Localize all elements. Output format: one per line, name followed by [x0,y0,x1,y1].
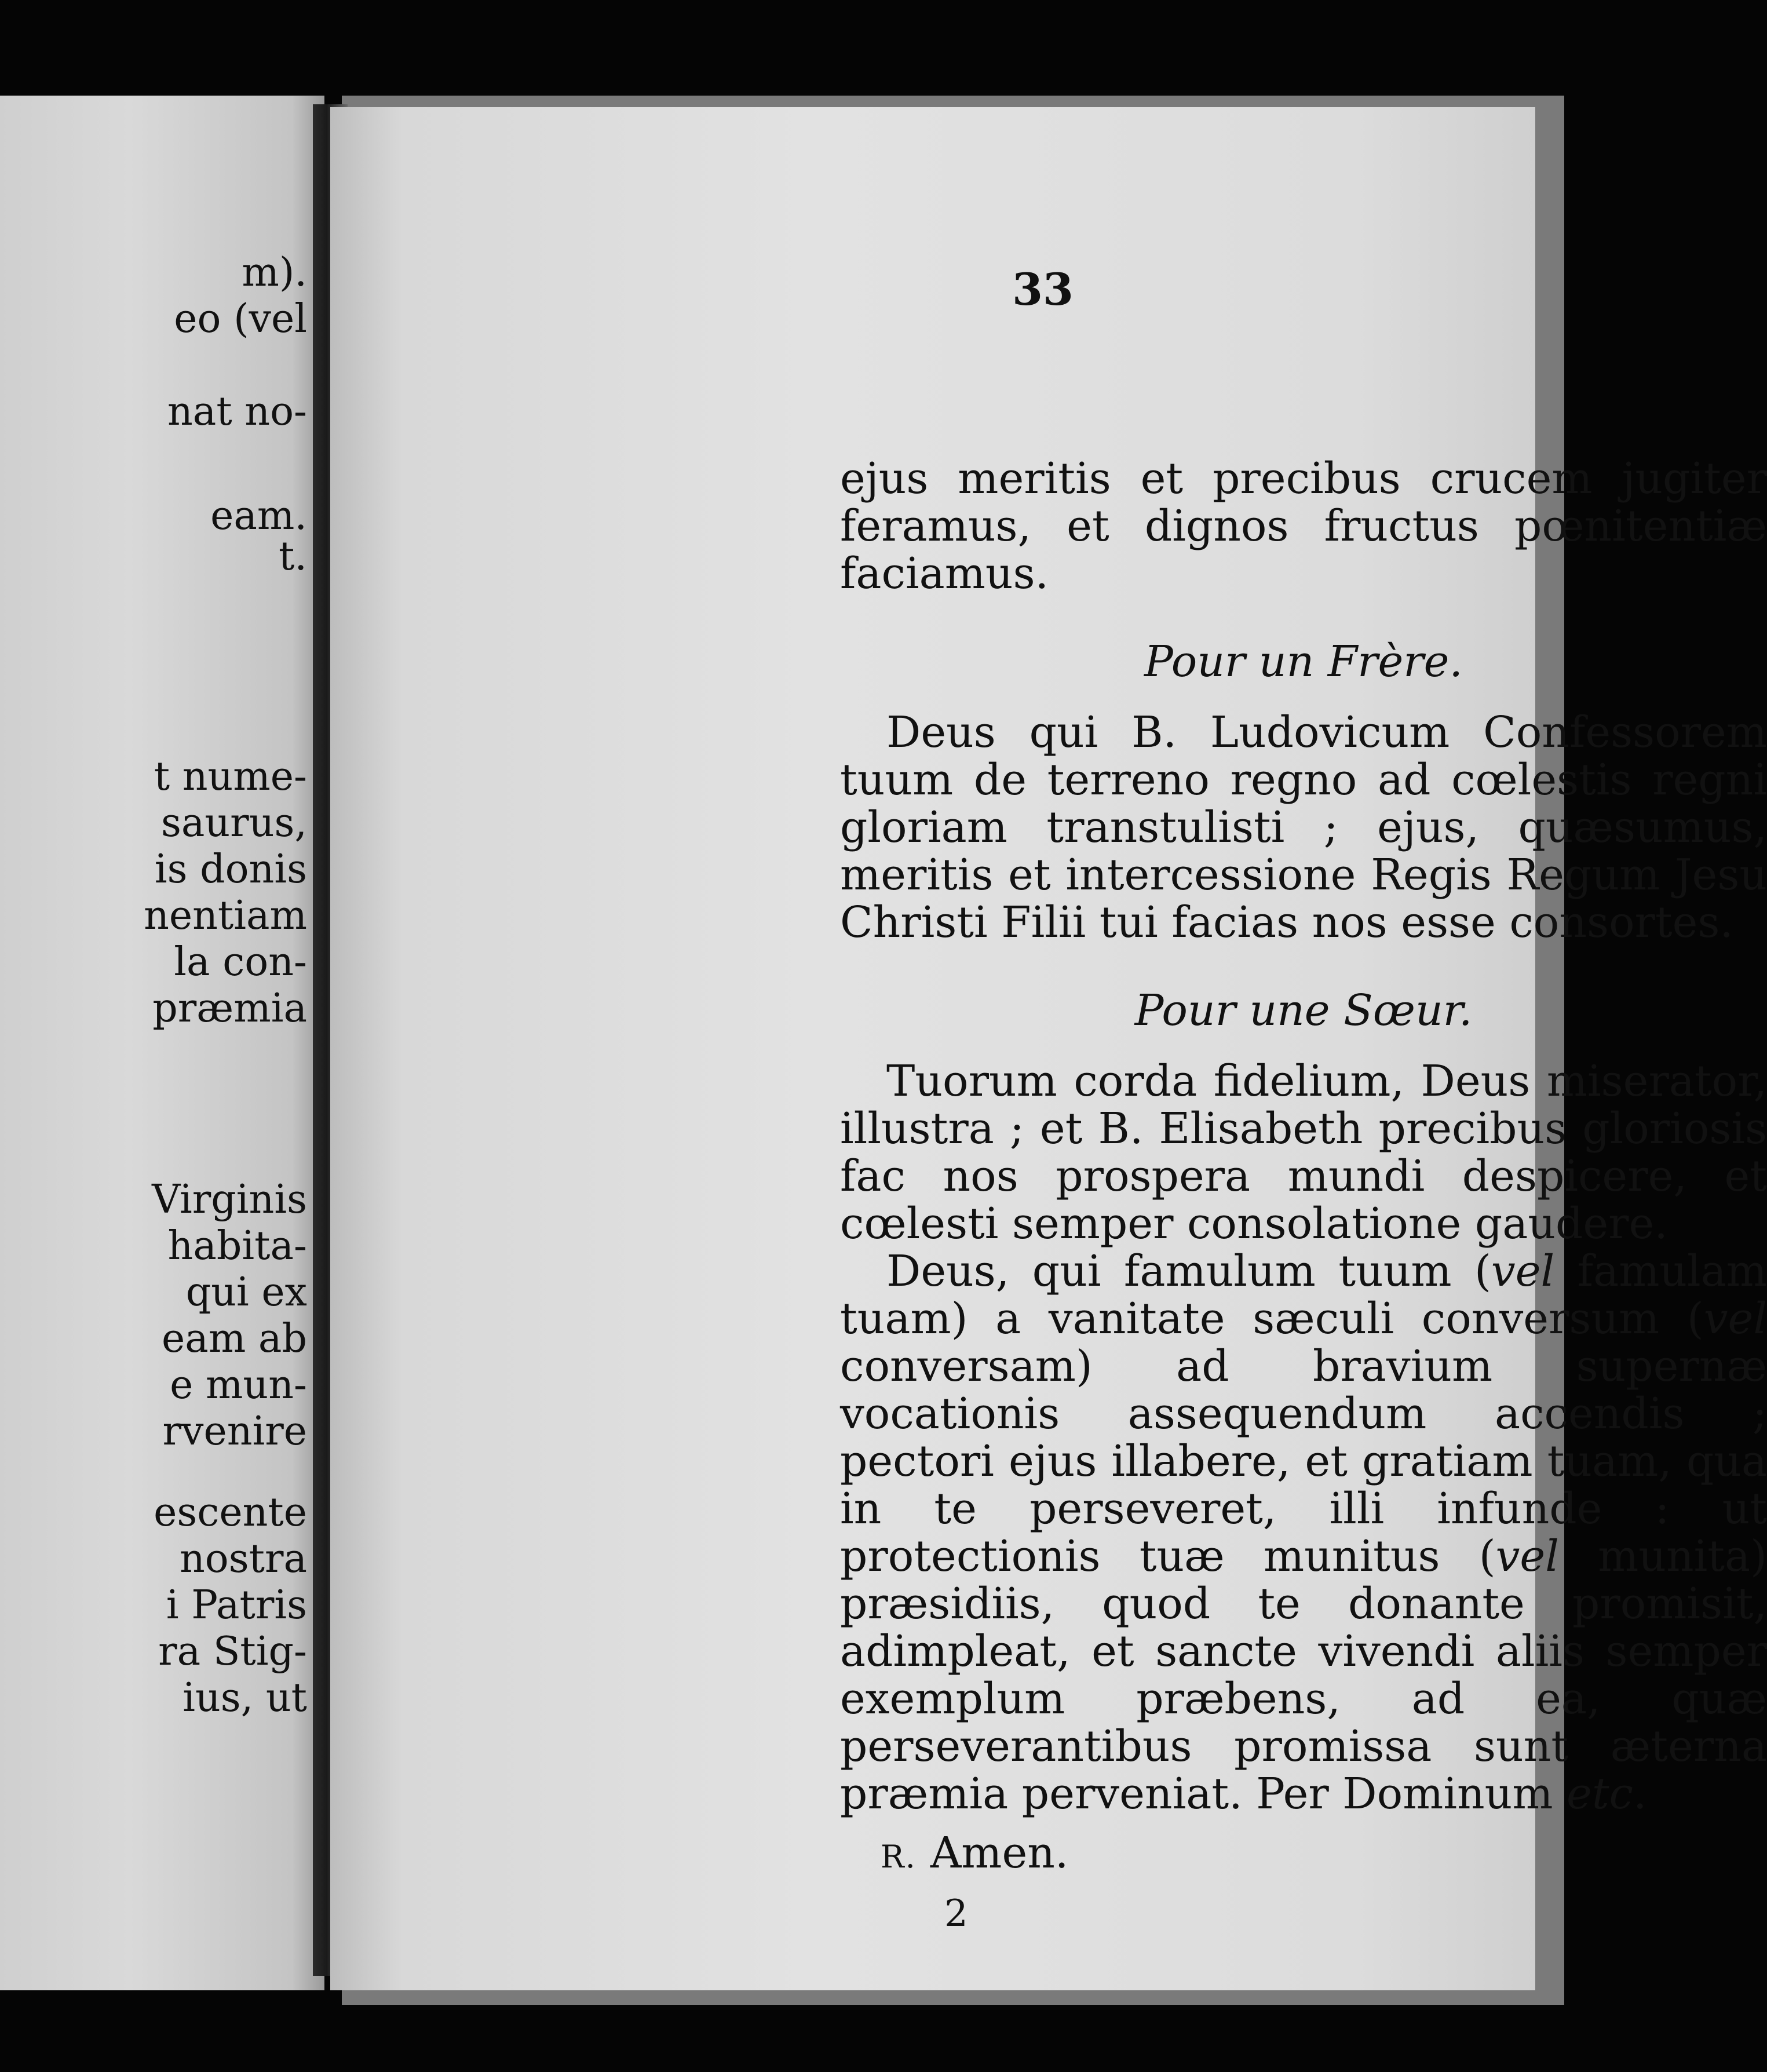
left-page-fragment: qui ex [185,1270,307,1315]
prayer-frere: Deus qui B. Ludovicum Confessorem tuum de terreno regno ad cœlestis regni gloriam transtulisti ; ejus, quæsumus, meritis et intercessione Regis Regum Jesu Christi Filii tui facias nos esse consortes. [840,707,1767,947]
left-page [0,96,324,1990]
left-page-fragment: nentiam [144,893,307,939]
response-text: Amen. [930,1828,1069,1878]
left-page-fragment: nostra [179,1536,307,1582]
left-page-fragment: is donis [154,847,307,892]
response-label: R. [881,1838,917,1875]
signature-mark: 2 [944,1892,968,1935]
left-page-fragment: nat no- [167,389,307,435]
left-page-fragment: escente [154,1490,307,1535]
left-page-fragment: Virginis [152,1177,307,1223]
left-page-fragment: i Patris [166,1582,307,1628]
prayer-deus-qui-famulum: Deus, qui famulum tuum (vel famulam tuam) a vanitate sæculi conversum (vel conversam) ad bravium supernæ vocationis assequendum accendis ; pectori ejus illabere, et gratiam tuam, qua in te perseveret, illi infunde : ut protectionis tuæ munitus (vel munita) præsidiis, quod te donante promisit, adimpleat, et sancte vivendi aliis semper exemplum præbens, ad ea, quæ perseverantibus promissa sunt æterna præmia perveniat. Per Dominum etc. [840,1246,1767,1819]
heading-pour-une-soeur: Pour une Sœur. [1134,986,1473,1035]
left-page-fragment: ra Stig- [158,1629,307,1675]
paragraph-continuation: ejus meritis et precibus crucem jugiter feramus, et dignos fructus pœnitentiæ faciamus. [840,454,1767,599]
left-page-fragment: eo (vel [174,296,307,342]
left-page-fragment: t nume- [154,754,307,800]
left-page-fragment: habita- [167,1223,307,1269]
left-page-fragment: la con- [174,939,307,985]
left-page-fragment: saurus, [160,800,307,846]
left-page-fragment: t. [279,534,307,579]
left-page-fragment: præmia [152,986,307,1031]
right-page [330,107,1767,1990]
left-page-fragment: rvenire [162,1409,307,1454]
page-number: 33 [1012,264,1074,315]
heading-pour-un-frere: Pour un Frère. [1144,637,1463,687]
left-page-fragment: eam ab [162,1316,307,1362]
response-line [840,1829,1767,1881]
left-page-fragment: m). [242,250,307,296]
prayer-soeur: Tuorum corda fidelium, Deus miserator, illustra ; et B. Elisabeth precibus gloriosis fac nos prospera mundi despicere, et cœlesti semper consolatione gaudere. [840,1056,1767,1249]
text-block [840,455,1767,1938]
left-page-fragment: eam. [210,493,307,539]
left-page-fragment: ius, ut [182,1675,307,1721]
left-page-fragment: e mun- [170,1362,307,1408]
